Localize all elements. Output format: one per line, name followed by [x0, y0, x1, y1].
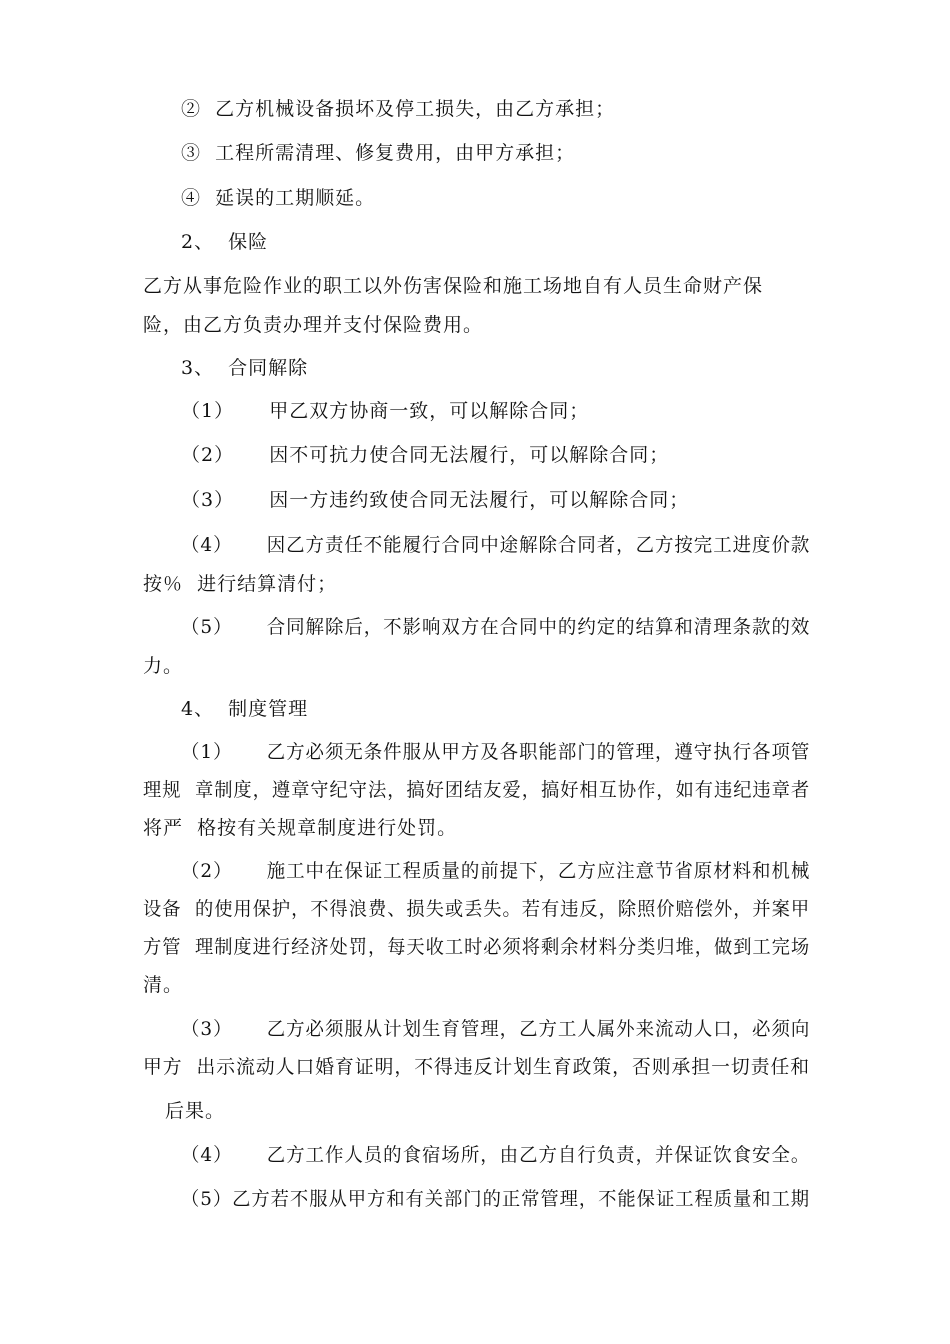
text-line: 按％ 进行结算清付；	[143, 573, 338, 595]
text-line: ④ 延误的工期顺延。	[181, 187, 376, 209]
text-line: 甲方 出示流动人口婚育证明，不得违反计划生育政策，否则承担一切责任和	[143, 1056, 811, 1078]
text-line: 险，由乙方负责办理并支付保险费用。	[143, 314, 484, 336]
list-item: （3） 乙方必须服从计划生育管理，乙方工人属外来流动人口，必须向	[181, 1018, 811, 1040]
text-line: ③ 工程所需清理、修复费用，由甲方承担；	[181, 142, 576, 164]
section-heading: 3、 合同解除	[181, 357, 309, 379]
section-heading: 4、 制度管理	[181, 698, 309, 720]
text-line: 力。	[143, 655, 184, 677]
text-line: 乙方从事危险作业的职工以外伤害保险和施工场地自有人员生命财产保	[143, 275, 764, 297]
list-item: （5） 合同解除后，不影响双方在合同中的约定的结算和清理条款的效	[181, 616, 811, 638]
list-item: （2） 施工中在保证工程质量的前提下，乙方应注意节省原材料和机械	[181, 860, 811, 882]
text-line: 清。	[143, 974, 184, 996]
text-line: 方管 理制度进行经济处罚，每天收工时必须将剩余材料分类归堆，做到工完场	[143, 936, 811, 958]
list-item: （5）乙方若不服从甲方和有关部门的正常管理，不能保证工程质量和工期	[181, 1188, 811, 1210]
list-item: （2） 因不可抗力使合同无法履行，可以解除合同；	[181, 444, 670, 466]
section-heading: 2、 保险	[181, 231, 269, 253]
list-item: （1） 甲乙双方协商一致，可以解除合同；	[181, 400, 590, 422]
text-line: 后果。	[165, 1100, 226, 1122]
text-line: 理规 章制度，遵章守纪守法，搞好团结友爱，搞好相互协作，如有违纪违章者	[143, 779, 811, 801]
list-item: （4） 因乙方责任不能履行合同中途解除合同者，乙方按完工进度价款	[181, 534, 811, 556]
text-line: ② 乙方机械设备损坏及停工损失，由乙方承担；	[181, 98, 616, 120]
list-item: （4） 乙方工作人员的食宿场所，由乙方自行负责，并保证饮食安全。	[181, 1144, 811, 1166]
list-item: （3） 因一方违约致使合同无法履行，可以解除合同；	[181, 489, 690, 511]
text-line: 设备 的使用保护，不得浪费、损失或丢失。若有违反，除照价赔偿外，并案甲	[143, 898, 811, 920]
text-line: 将严 格按有关规章制度进行处罚。	[143, 817, 458, 839]
list-item: （1） 乙方必须无条件服从甲方及各职能部门的管理，遵守执行各项管	[181, 741, 811, 763]
